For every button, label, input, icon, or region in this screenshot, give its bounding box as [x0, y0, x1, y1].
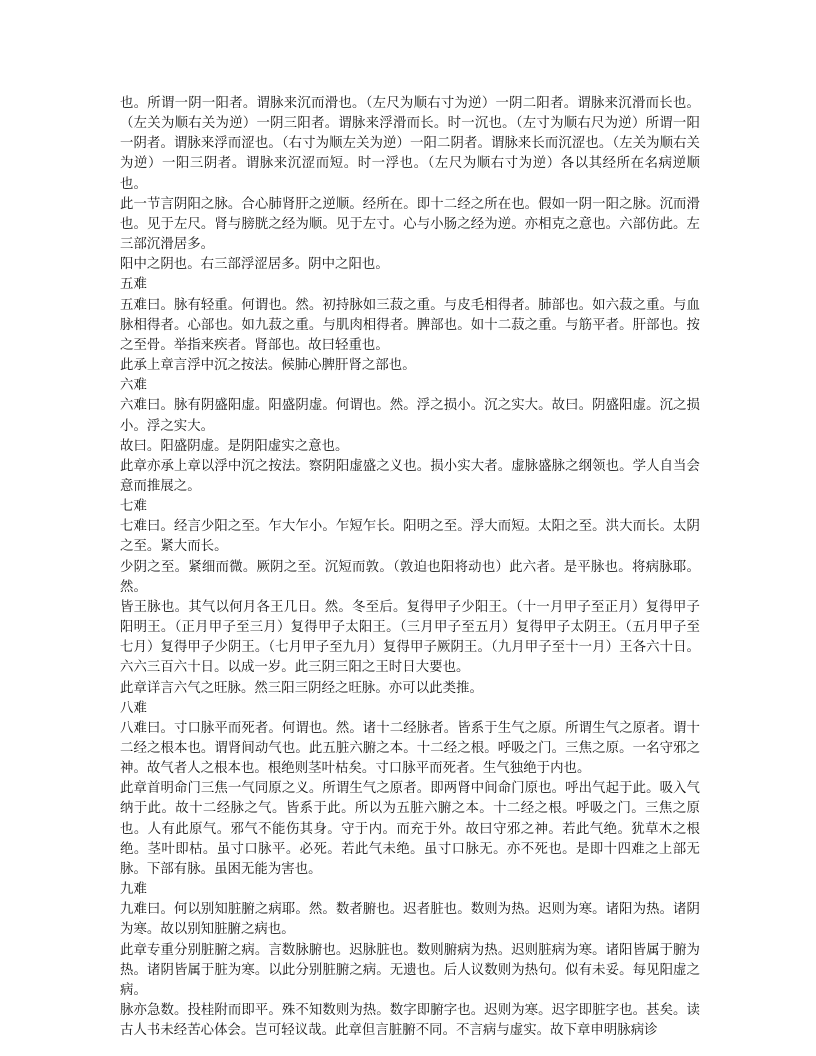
section-heading-7: 七难	[120, 499, 147, 515]
paragraph-6-text-end: 故曰。阳盛阴虚。是阴阳虚实之意也。	[120, 438, 349, 454]
paragraph-7-text: 七难曰。经言少阳之至。乍大乍小。乍短乍长。阳明之至。浮大而短。太阳之至。洪大而长。太阴之至。紧大而长。	[120, 519, 700, 555]
document-page	[120, 94, 700, 1041]
section-heading-8: 八难	[120, 700, 147, 716]
paragraph-7-text-3: 皆王脉也。其气以何月各王几日。然。冬至后。复得甲子少阳王。（十一月甲子至正月）复得甲子阳明王。（正月甲子至三月）复得甲子太阳王。（三月甲子至五月）复得甲子太阴王。（五月甲子至七月）复得甲子少阴王。（七月甲子至九月）复得甲子厥阴王。（九月甲子至十一月）王各六十日。六六三百六十日。以成一岁。此三阴三阳之王时日大要也。	[120, 599, 700, 676]
paragraph-8-commentary: 此章首明命门三焦一气同原之义。所谓生气之原者。即两肾中间命门原也。呼出气起于此。吸入气纳于此。故十二经脉之气。皆系于此。所以为五脏六腑之本。十二经之根。呼吸之门。三焦之原也。人有此原气。邪气不能伤其身。守于内。而充于外。故曰守邪之神。若此气绝。犹草木之根绝。茎叶即枯。虽寸口脉平。必死。若此气未绝。虽寸口脉无。亦不死也。是即十四难之上部无脉。下部有脉。虽困无能为害也。	[120, 781, 700, 877]
paragraph-6-commentary: 此章亦承上章以浮中沉之按法。察阴阳虚盛之义也。损小实大者。虚脉盛脉之纲领也。学人自当会意而推展之。	[120, 458, 700, 494]
paragraph-7-commentary: 此章详言六气之旺脉。然三阳三阴经之旺脉。亦可以此类推。	[120, 680, 483, 696]
section-heading-6: 六难	[120, 378, 147, 394]
section-heading-5: 五难	[120, 277, 147, 293]
paragraph-9-commentary-2: 脉亦急数。投桂附而即平。殊不知数则为热。数字即腑字也。迟则为寒。迟字即脏字也。甚矣。读古人书未经苦心体会。岂可轻议哉。此章但言脏腑不同。不言病与虚实。故下章申明脉病诊	[120, 1003, 700, 1039]
paragraph-5-text: 五难曰。脉有轻重。何谓也。然。初持脉如三菽之重。与皮毛相得者。肺部也。如六菽之重。与血脉相得者。心部也。如九菽之重。与肌肉相得者。脾部也。如十二菽之重。与筋平者。肝部也。按之至骨。举指来疾者。肾部也。故曰轻重也。	[120, 297, 700, 353]
paragraph-8-text: 八难曰。寸口脉平而死者。何谓也。然。诸十二经脉者。皆系于生气之原。所谓生气之原者。谓十二经之根本也。谓肾间动气也。此五脏六腑之本。十二经之根。呼吸之门。三焦之原。一名守邪之神。故气者人之根本也。根绝则茎叶枯矣。寸口脉平而死者。生气独绝于内也。	[120, 720, 700, 777]
paragraph-yin-yang-pulse-cont: 也。所谓一阴一阳者。谓脉来沉而滑也。（左尺为顺右寸为逆）一阴二阳者。谓脉来沉滑而长也。（左关为顺右关为逆）一阴三阳者。谓脉来浮滑而长。时一沉也。（左寸为顺右尺为逆）所谓一阳一阴者。谓脉来浮而涩也。（右寸为顺左关为逆）一阳二阴者。谓脉来长而沉涩也。（左关为顺右关为逆）一阳三阴者。谓脉来沉涩而短。时一浮也。（左尺为顺右寸为逆）各以其经所在名病逆顺也。	[120, 96, 700, 192]
paragraph-9-commentary: 此章专重分别脏腑之病。言数脉腑也。迟脉脏也。数则腑病为热。迟则脏病为寒。诸阳皆属于腑为热。诸阴皆属于脏为寒。以此分别脏腑之病。无遗也。后人议数则为热句。似有未妥。每见阳虚之病。	[120, 942, 700, 998]
paragraph-commentary-yin-yang: 此一节言阴阳之脉。合心肺肾肝之逆顺。经所在。即十二经之所在也。假如一阴一阳之脉。沉而滑也。见于左尺。肾与膀胱之经为顺。见于左寸。心与小肠之经为逆。亦相克之意也。六部仿此。左三部沉滑居多。	[120, 196, 700, 253]
paragraph-6-text: 六难曰。脉有阴盛阳虚。阳盛阴虚。何谓也。然。浮之损小。沉之实大。故曰。阴盛阳虚。沉之损小。浮之实大。	[120, 398, 700, 434]
paragraph-7-text-2: 少阴之至。紧细而微。厥阴之至。沉短而敦。（敦迫也阳将动也）此六者。是平脉也。将病脉耶。然。	[120, 559, 700, 595]
paragraph-commentary-yin-yang-end: 阳中之阴也。右三部浮涩居多。阴中之阳也。	[120, 257, 389, 273]
paragraph-5-commentary: 此承上章言浮中沉之按法。候肺心脾肝肾之部也。	[120, 358, 416, 374]
section-heading-9: 九难	[120, 882, 147, 898]
paragraph-9-text: 九难曰。何以别知脏腑之病耶。然。数者腑也。迟者脏也。数则为热。迟则为寒。诸阳为热。诸阴为寒。故以别知脏腑之病也。	[120, 902, 700, 938]
